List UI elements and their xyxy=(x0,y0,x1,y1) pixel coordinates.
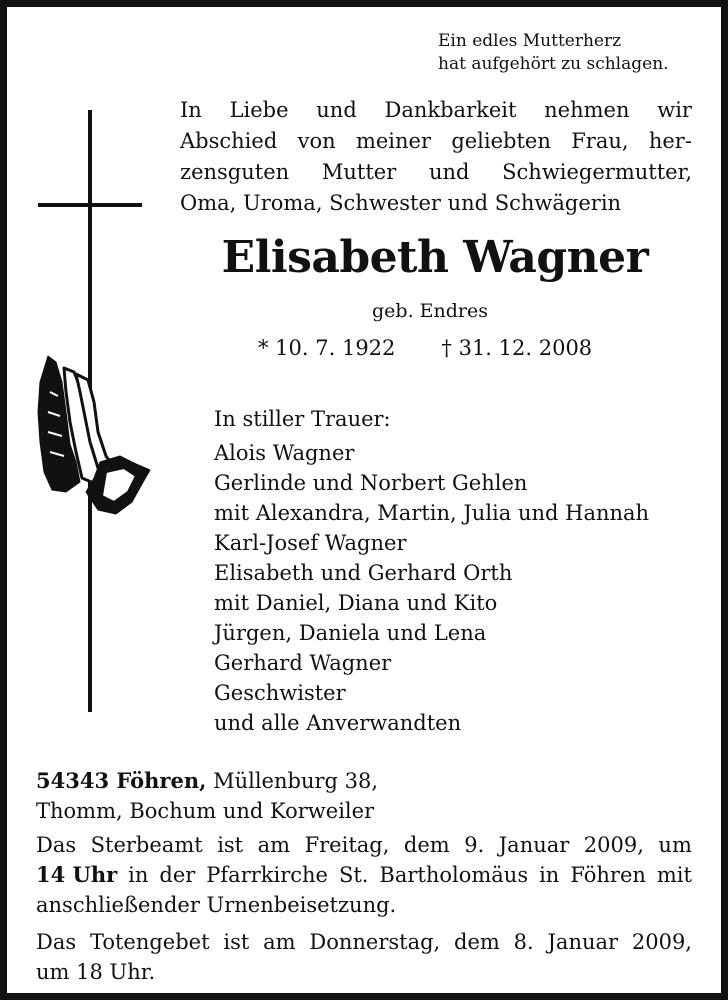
requiem-notice xyxy=(36,830,692,920)
word: zensguten xyxy=(180,160,290,184)
mourner-line: mit Daniel, Diana und Kito xyxy=(214,591,498,615)
word: Totengebet xyxy=(89,930,210,954)
word: dem xyxy=(403,833,450,857)
word: Bartholomäus xyxy=(379,863,529,887)
word: Mutter xyxy=(321,160,397,184)
word: anschließender Urnenbeisetzung. xyxy=(36,893,397,917)
word: und xyxy=(428,160,470,184)
word: ist xyxy=(223,930,250,954)
word: wir xyxy=(657,98,692,122)
address-line xyxy=(36,766,696,796)
word: der xyxy=(159,863,196,887)
requiem-line xyxy=(36,830,692,860)
word: Sterbeamt xyxy=(90,833,203,857)
word: Januar xyxy=(547,930,619,954)
word: meiner xyxy=(355,129,431,153)
word: Freitag, xyxy=(304,833,390,857)
word: Dankbarkeit xyxy=(384,98,517,122)
word: geliebten xyxy=(451,129,551,153)
word: Pfarrkirche xyxy=(206,863,328,887)
prayer-line xyxy=(36,957,692,987)
mourner-line: Elisabeth und Gerhard Orth xyxy=(214,561,513,585)
word: und xyxy=(316,98,357,122)
word: Schwiegermutter, xyxy=(502,160,692,184)
word: Liebe xyxy=(229,98,289,122)
mourner-line: und alle Anverwandten xyxy=(214,711,462,735)
mourner-line: mit Alexandra, Martin, Julia und Hannah xyxy=(214,501,650,525)
mourner-line: Jürgen, Daniela und Lena xyxy=(214,621,487,645)
requiem-line xyxy=(36,890,692,920)
requiem-time: 14 Uhr xyxy=(36,862,118,887)
intro-line xyxy=(180,95,692,126)
word: am xyxy=(263,930,296,954)
word: in xyxy=(539,863,560,887)
address-line: Thomm, Bochum und Korweiler xyxy=(36,799,375,823)
mourner-line: Alois Wagner xyxy=(214,441,355,465)
prayer-notice xyxy=(36,927,692,987)
postal-town: 54343 Föhren, xyxy=(36,768,207,793)
word: Oma, Uroma, Schwester und Schwägerin xyxy=(180,191,622,215)
word: In xyxy=(180,98,202,122)
intro-line xyxy=(180,126,692,157)
word: ist xyxy=(217,833,244,857)
cross-icon-bar xyxy=(38,203,142,207)
word: Frau, xyxy=(571,129,629,153)
intro-text xyxy=(180,95,692,219)
word: 2009, xyxy=(631,930,692,954)
word: Abschied xyxy=(180,129,278,153)
motto-line: Ein edles Mutterherz xyxy=(438,31,622,51)
word: Föhren xyxy=(570,863,646,887)
requiem-line xyxy=(36,860,692,890)
word: 9. xyxy=(464,833,485,857)
word: 2009, xyxy=(583,833,644,857)
mourner-line: Gerlinde und Norbert Gehlen xyxy=(214,471,528,495)
word: um 18 Uhr. xyxy=(36,960,156,984)
deceased-name: Elisabeth Wagner xyxy=(221,232,649,283)
intro-line xyxy=(180,188,692,219)
birth-date: * 10. 7. 1922 xyxy=(258,336,396,360)
birth-name: geb. Endres xyxy=(372,300,488,322)
word: St. xyxy=(338,863,369,887)
street: Müllenburg 38, xyxy=(206,769,379,793)
motto-line: hat aufgehört zu schlagen. xyxy=(438,54,669,74)
mourner-line: Karl-Josef Wagner xyxy=(214,531,407,555)
word: um xyxy=(658,833,692,857)
word: nehmen xyxy=(544,98,630,122)
praying-hands-icon xyxy=(36,352,152,517)
word: Donnerstag, xyxy=(309,930,441,954)
mourners-list xyxy=(214,404,704,738)
word: am xyxy=(257,833,291,857)
word: mit xyxy=(656,863,692,887)
life-dates xyxy=(258,334,678,362)
mourner-line: Gerhard Wagner xyxy=(214,651,392,675)
word: dem xyxy=(454,930,500,954)
family-address xyxy=(36,766,696,826)
prayer-line xyxy=(36,927,692,957)
mourner-line: Geschwister xyxy=(214,681,346,705)
word: her- xyxy=(648,129,692,153)
mourners-heading: In stiller Trauer: xyxy=(214,407,391,431)
word: Das xyxy=(36,930,77,954)
word: 8. xyxy=(513,930,534,954)
word: in xyxy=(128,863,149,887)
word: Das xyxy=(36,833,77,857)
word: Januar xyxy=(498,833,570,857)
motto xyxy=(438,30,708,76)
word: von xyxy=(297,129,336,153)
intro-line xyxy=(180,157,692,188)
death-date: † 31. 12. 2008 xyxy=(441,336,593,360)
